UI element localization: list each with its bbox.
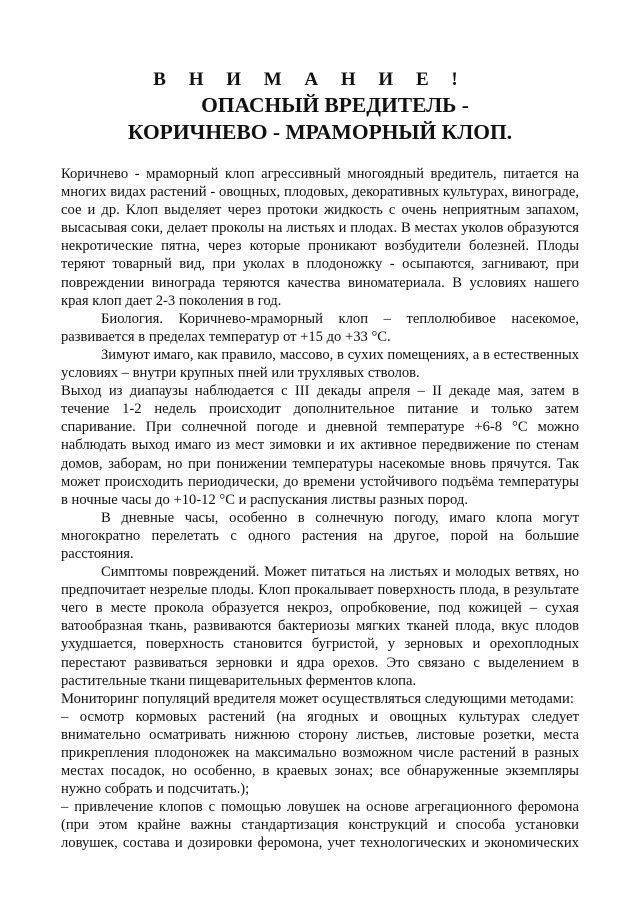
wintering-paragraph: Зимуют имаго, как правило, массово, в сухих помещениях, а в естественных условиях – внутри крупных пней или трухлявых стволов. — [61, 346, 579, 382]
method-traps-line-3: ловушек, состава и дозировки феромона, учет технологических и экономических — [61, 835, 579, 852]
monitoring-paragraph: Мониторинг популяций вредителя может осуществляться следующими методами: — [61, 690, 574, 707]
biology-paragraph: Биология. Коричнево-мраморный клоп – теплолюбивое насекомое, развивается в пределах температур от +15 до +33 °С. — [61, 310, 579, 345]
intro-paragraph: Коричнево - мраморный клоп агрессивный многоядный вредитель, питается на многих видах растений - овощных, плодовых, декоративных культурах, винограде, сое и др. Клоп выделяет через протоки жидкость с очень неприятным запахом, высасывая соки, делает проколы на листьях и плодах. В местах уколов образуются некротические пятна, через которые проникают возбудители болезней. Плоды теряют товарный вид, при уколах в плодоножку - осыпаются, загнивают, при повреждении винограда теряются качества виноматериала. В условиях нашего края клоп дает 2-3 поколения в год. — [61, 166, 579, 309]
diapause-paragraph: Выход из диапаузы наблюдается с III декады апреля – II декаде мая, затем в течение 1-2 недель происходит дополнительное питание и только затем спаривание. При солнечной погоде и дневной температуре +6-8 °С можно наблюдать выход имаго из мест зимовки и их активное передвижение по стенам домов, заборам, но при понижении температуры насекомые вновь прячутся. Так может происходить периодически, до времени устойчивого подъёма температуры в ночные часы до +10-12 °С и распускания листвы разных пород. — [61, 383, 579, 508]
daytime-paragraph: В дневные часы, особенно в солнечную погоду, имаго клопа могут многократно перелетать с одного растения на другое, порой на большие расстояния. — [61, 509, 579, 562]
title-line-2: КОРИЧНЕВО - МРАМОРНЫЙ КЛОП. — [127, 120, 513, 144]
method-traps-line-1: – привлечение клопов с помощью ловушек на основе агрегационного феромона — [61, 799, 579, 816]
document-page — [61, 68, 579, 853]
title-line-1: ОПАСНЫЙ ВРЕДИТЕЛЬ - — [201, 93, 469, 117]
method-traps — [61, 798, 579, 852]
symptoms-paragraph: Симптомы повреждений. Может питаться на листьях и молодых ветвях, но предпочитает незрелые плоды. Клоп прокалывает поверхность плода, в результате чего в месте прокола образуется некроз, опробковение, под кожицей – сухая ватообразная ткань, развиваются бактериозы мягких тканей плода, вкус плодов ухудшается, поверхность становится бугристой, у зерновых и орехоплодных перестают развиваться зерновки и ядра орехов. Это связано с выделением в растительные ткани пищеварительных ферментов клопа. — [61, 564, 579, 689]
attention-heading: В Н И М А Н И Е ! — [153, 69, 467, 90]
method-traps-line-2: (при этом крайне важны стандартизация конструкций и способа установки — [61, 817, 579, 834]
method-inspection: – осмотр кормовых растений (на ягодных и овощных культурах следует внимательно осматривать нижнюю сторону листьев, листовые розетки, места прикрепления плодоножек на максимально возможном числе растений в разных местах посадок, но особенно, в краевых зонах; все обнаруженные экземпляры нужно собрать и подсчитать.); — [61, 708, 579, 798]
